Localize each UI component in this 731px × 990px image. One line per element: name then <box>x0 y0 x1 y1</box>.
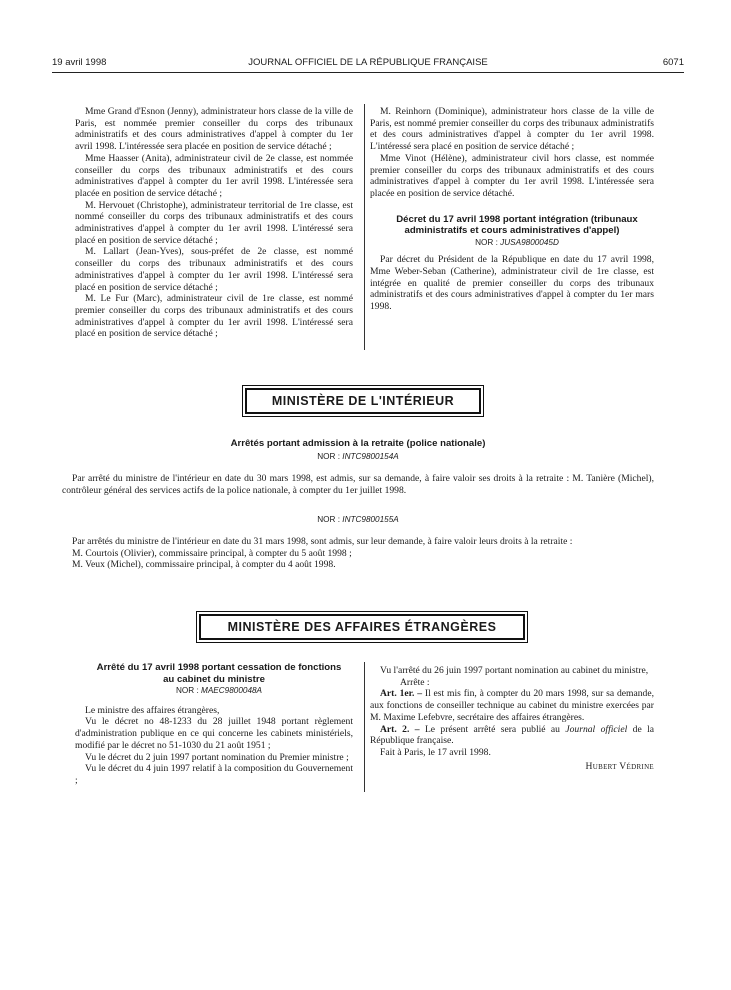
section-title: Arrêtés portant admission à la retraite (police nationale) <box>230 438 486 449</box>
decree-title: Décret du 17 avril 1998 portant intégration (tribunaux administratifs et cours administratives d'appel) <box>396 213 638 237</box>
article-2: Art. 2. – Le présent arrêté sera publié au Journal officiel de la République française. <box>370 723 655 747</box>
ministry-title: MINISTÈRE DE L'INTÉRIEUR <box>245 388 481 414</box>
paragraph: Vu le décret du 2 juin 1997 portant nomination du Premier ministre ; <box>85 751 349 763</box>
decree-title: Arrêté du 17 avril 1998 portant cessation de fonctions au cabinet du ministre <box>96 662 342 685</box>
bottom-left-column <box>75 662 353 787</box>
paragraph: Mme Vinot (Hélène), administrateur civil hors classe, est nommée premier conseiller du corps des tribunaux administratifs et des cours administratives d'appel à compter du 1er avril 1998. L'intéressée sera placée en position de service détaché. <box>370 152 654 199</box>
paragraph: M. Reinhorn (Dominique), administrateur hors classe de la ville de Paris, est nommé premier conseiller du corps des tribunaux administratifs et des cours administratives d'appel à compter du 1er avril 1998. L'intéressé sera placé en position de service détaché ; <box>370 106 654 153</box>
paragraph: Vu le décret no 48-1233 du 28 juillet 1948 portant règlement d'administration publique en ce qui concerne les cabinets ministériels, modifié par le décret no 51-1030 du 21 août 1951 ; <box>75 716 353 751</box>
retirement-text-2 <box>62 536 654 571</box>
column-divider <box>364 104 365 350</box>
arrete-heading: Arrête : <box>400 676 430 688</box>
nor-reference: NOR : MAEC9800048A <box>175 686 263 695</box>
paragraph: M. Lallart (Jean-Yves), sous-préfet de 2e classe, est nommé conseiller du corps des tribunaux administratifs et des cours administratives d'appel à compter du 1er avril 1998. L'intéressé sera placé en position de service détaché ; <box>75 246 353 293</box>
nor-reference: NOR : JUSA9800045D <box>475 237 559 247</box>
bottom-right-column <box>370 665 654 772</box>
header-journal-title: JOURNAL OFFICIEL DE LA RÉPUBLIQUE FRANÇAISE <box>248 57 488 68</box>
paragraph: Le ministre des affaires étrangères, <box>85 704 220 716</box>
list-item: M. Courtois (Olivier), commissaire principal, à compter du 5 août 1998 ; <box>72 547 352 559</box>
list-item: M. Veux (Michel), commissaire principal, à compter du 4 août 1998. <box>72 559 336 571</box>
ministry-title: MINISTÈRE DES AFFAIRES ÉTRANGÈRES <box>199 614 525 640</box>
paragraph: M. Hervouet (Christophe), administrateur territorial de 1re classe, est nommé conseiller du corps des tribunaux administratifs et des cours administratives d'appel à compter du 1er avril 1998. L'intéressé sera placé en position de service détaché ; <box>75 199 353 246</box>
header-page-number: 6071 <box>662 57 684 68</box>
top-right-column <box>370 106 654 313</box>
signature: Hubert Védrine <box>585 760 654 772</box>
paragraph: Vu l'arrêté du 26 juin 1997 portant nomination au cabinet du ministre, <box>380 665 649 676</box>
top-left-column <box>75 106 353 340</box>
ministry-box-interieur <box>242 385 484 417</box>
page-header <box>52 57 684 71</box>
fait-a-paris: Fait à Paris, le 17 avril 1998. <box>380 746 491 758</box>
column-divider <box>364 662 365 792</box>
paragraph: Mme Haasser (Anita), administrateur civil de 2e classe, est nommée conseiller du corps des tribunaux administratifs et des cours administratives d'appel à compter du 1er avril 1998. L'intéressée sera placée en position de service détaché ; <box>75 152 353 199</box>
header-date: 19 avril 1998 <box>52 57 107 68</box>
article-1: Art. 1er. – Il est mis fin, à compter du 20 mars 1998, sur sa demande, aux fonctions de conseiller technique au cabinet du ministre exercées par M. Maxime Lefebvre, secrétaire des affaires étrangères. <box>370 688 654 723</box>
nor-reference: NOR : INTC9800154A <box>317 452 399 461</box>
retirement-text-1 <box>62 473 654 496</box>
paragraph: Vu le décret du 4 juin 1997 relatif à la composition du Gouvernement ; <box>75 763 353 786</box>
paragraph: M. Le Fur (Marc), administrateur civil de 1re classe, est nommé premier conseiller du corps des tribunaux administratifs et des cours administratives d'appel à compter du 1er avril 1998. L'intéressé sera placé en position de service détaché ; <box>75 293 353 340</box>
header-rule <box>52 72 684 73</box>
paragraph: Mme Grand d'Esnon (Jenny), administrateur hors classe de la ville de Paris, est nommée premier conseiller du corps des tribunaux administratifs et des cours administratives d'appel à compter du 1er avril 1998. L'intéressée sera placée en position de service détaché ; <box>75 106 353 153</box>
paragraph: Par arrêté du ministre de l'intérieur en date du 30 mars 1998, est admis, sur sa demande, à faire valoir ses droits à la retraite : M. Tanière (Michel), contrôleur général des services actifs de la police nationale, à compter du 1er juillet 1998. <box>62 473 654 496</box>
nor-reference: NOR : INTC9800155A <box>317 515 399 524</box>
paragraph: Par arrêtés du ministre de l'intérieur en date du 31 mars 1998, sont admis, sur leur demande, à faire valoir leurs droits à la retraite : <box>72 536 573 547</box>
ministry-box-affaires-etrangeres <box>196 611 528 643</box>
decree-body: Par décret du Président de la République en date du 17 avril 1998, Mme Weber-Seban (Catherine), administrateur civil de 1re classe, est intégrée en qualité de premier conseiller du corps des tribunaux administratifs et des cours administratives d'appel à compter du 1er mars 1998. <box>370 254 654 313</box>
